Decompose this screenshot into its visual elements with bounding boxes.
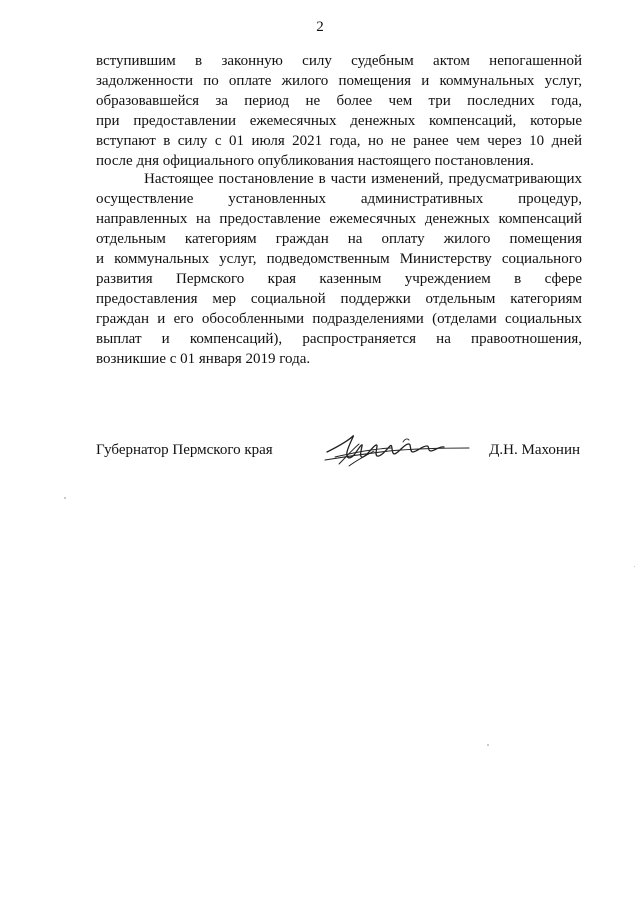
signer-position: Губернатор Пермского края [96,442,273,458]
paragraph-line: и коммунальных услуг, подведомственным Министерству социального [96,251,582,267]
paragraph-line: развития Пермского края казенным учреждением в сфере [96,271,582,287]
scan-speck [634,566,635,567]
page-number: 2 [316,19,324,35]
paragraph-line: вступившим в законную силу судебным актом непогашенной [96,53,582,69]
paragraph-line: предоставления мер социальной поддержки отдельным категориям [96,291,582,307]
scan-speck [487,744,489,746]
paragraph-continuation [96,51,582,171]
paragraph-line: после дня официального опубликования настоящего постановления. [96,153,534,169]
paragraph-line: задолженности по оплате жилого помещения и коммунальных услуг, [96,73,582,89]
scan-speck [64,497,66,499]
signature-block [96,440,582,470]
paragraph-line: осуществление установленных административных процедур, [96,191,582,207]
paragraph-line: граждан и его обособленными подразделениями (отделами социальных [96,311,582,327]
paragraph-line: отдельным категориям граждан на оплату жилого помещения [96,231,582,247]
handwritten-signature [319,430,479,472]
paragraph-line: направленных на предоставление ежемесячных денежных компенсаций [96,211,582,227]
paragraph-line: образовавшейся за период не более чем три последних года, [96,93,582,109]
paragraph-effective-date [96,169,582,369]
signer-name: Д.Н. Махонин [489,442,580,458]
paragraph-line: вступают в силу с 01 июля 2021 года, но не ранее чем через 10 дней [96,133,582,149]
paragraph-line: Настоящее постановление в части изменений, предусматривающих [144,171,582,187]
paragraph-line: выплат и компенсаций), распространяется на правоотношения, [96,331,582,347]
paragraph-line: возникшие с 01 января 2019 года. [96,351,311,367]
paragraph-line: при предоставлении ежемесячных денежных компенсаций, которые [96,113,582,129]
